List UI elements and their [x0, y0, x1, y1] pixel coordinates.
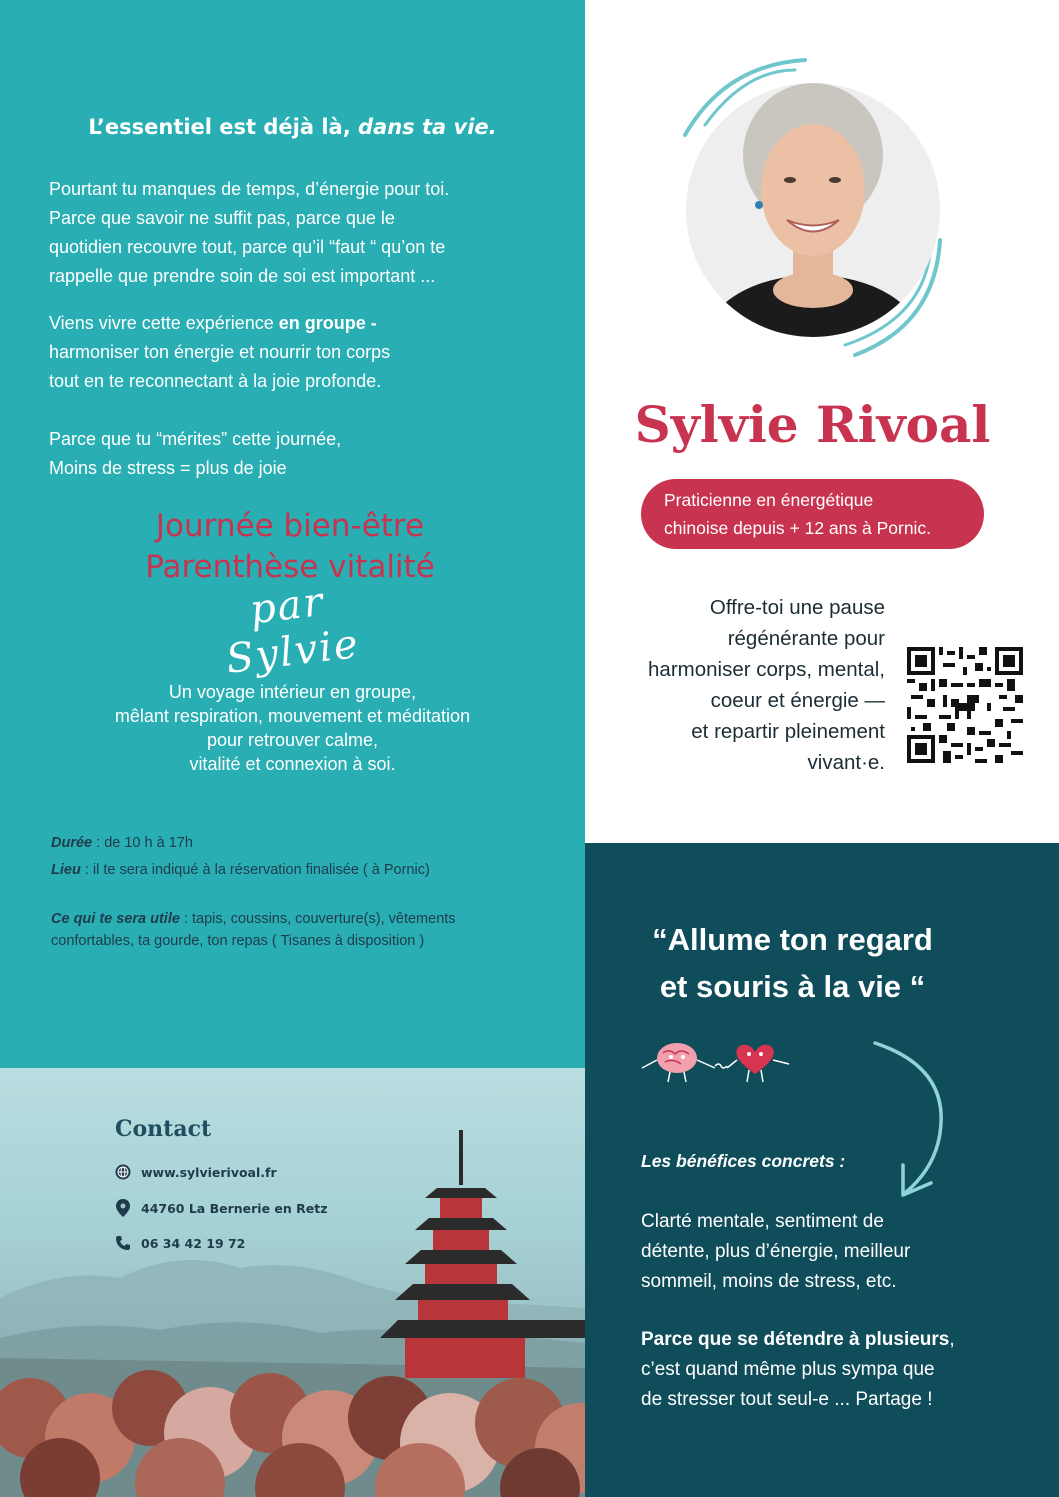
text-line: sommeil, moins de stress, etc.: [641, 1271, 897, 1292]
contact-title: Contact: [115, 1116, 212, 1142]
text-line: [51, 908, 551, 930]
text-line: vivant·e.: [807, 751, 885, 774]
info-place: [51, 859, 551, 881]
event-title-line-1: Journée bien-être: [155, 508, 425, 544]
info-value: : de 10 h à 17h: [92, 835, 193, 851]
globe-icon: [115, 1164, 131, 1180]
info-duration: [51, 832, 551, 854]
text-line: mêlant respiration, mouvement et méditation: [114, 706, 471, 726]
text-span: Viens vivre cette expérience: [49, 313, 279, 333]
intro-headline: [0, 115, 585, 139]
text-line: rappelle que prendre soin de soi est important ...: [49, 266, 436, 286]
text-line: Parce que savoir ne suffit pas, parce que le: [49, 208, 395, 228]
text-line: pour retrouver calme,: [206, 730, 379, 750]
text-line: confortables, ta gourde, ton repas ( Tisanes à disposition ): [51, 933, 425, 949]
text-line: vitalité et connexion à soi.: [189, 754, 396, 774]
text-line: Parce que tu “mérites” cette journée,: [49, 429, 342, 449]
event-description: [40, 680, 545, 776]
quote: [585, 916, 1000, 1010]
contact-address: [115, 1200, 328, 1216]
info-value: : tapis, coussins, couverture(s), vêtements: [179, 911, 456, 927]
text-line: Clarté mentale, sentiment de: [641, 1211, 884, 1232]
intro-paragraph-1: [49, 175, 549, 291]
benefits-title: Les bénéfices concrets :: [641, 1151, 846, 1171]
website-link[interactable]: www.sylvierivoal.fr: [141, 1164, 277, 1180]
contact-phone[interactable]: [115, 1235, 245, 1251]
text-line: quotidien recouvre tout, parce qu’il “faut “ qu’on te: [49, 237, 446, 257]
intro-paragraph-2: [49, 309, 549, 396]
contact-photo-area: [0, 1068, 585, 1497]
contact-website[interactable]: [115, 1164, 277, 1180]
qr-code-icon[interactable]: [907, 647, 1023, 763]
info-needs: [51, 908, 551, 952]
text-line: Pourtant tu manques de temps, d’énergie pour toi.: [49, 179, 450, 199]
text-line: chinoise depuis + 12 ans à Pornic.: [664, 518, 932, 538]
quote-line: “Allume ton regard: [652, 922, 933, 957]
phone-number[interactable]: 06 34 42 19 72: [141, 1235, 246, 1251]
offer-text: [590, 592, 885, 778]
event-script-signature: par Sylvie: [223, 578, 363, 683]
text-line: coeur et énergie —: [710, 689, 885, 712]
text-bold: en groupe -: [278, 313, 377, 333]
intro-panel: [0, 0, 585, 1068]
text-line: c’est quand même plus sympa que: [641, 1359, 935, 1380]
benefits-text: [641, 1207, 1021, 1297]
text-span: ,: [949, 1329, 955, 1350]
text-line: et repartir pleinement: [691, 720, 885, 743]
text-line: détente, plus d’énergie, meilleur: [641, 1241, 911, 1262]
profile-name: Sylvie Rivoal: [634, 395, 991, 454]
pagoda-landscape-image: [0, 1068, 585, 1497]
intro-paragraph-3: [49, 425, 549, 483]
text-line: tout en te reconnectant à la joie profonde.: [49, 371, 382, 391]
info-label: Durée: [51, 835, 93, 851]
text-line: [641, 1325, 1041, 1355]
text-line: Praticienne en énergétique: [664, 490, 874, 510]
info-label: Ce qui te sera utile: [51, 911, 180, 927]
text-line: [49, 309, 549, 338]
text-bold: Parce que se détendre à plusieurs: [641, 1329, 950, 1350]
brain-heart-doodle-icon: [637, 1038, 807, 1088]
headline-text: L’essentiel est déjà là,: [88, 115, 351, 139]
text-line: harmoniser corps, mental,: [648, 658, 885, 681]
phone-icon: [115, 1235, 131, 1251]
text-line: Un voyage intérieur en groupe,: [168, 682, 417, 702]
text-line: régénérante pour: [727, 627, 885, 650]
event-title-line-2: Parenthèse vitalité: [145, 549, 435, 585]
role-badge: [641, 479, 984, 549]
quote-line: et souris à la vie “: [659, 969, 926, 1004]
info-label: Lieu: [51, 862, 81, 878]
portrait: [675, 55, 955, 365]
text-line: Offre-toi une pause: [709, 596, 885, 619]
curved-arrow-icon: [865, 1033, 965, 1208]
headline-italic: dans ta vie.: [358, 115, 497, 139]
text-line: de stresser tout seul-e ... Partage !: [641, 1389, 933, 1410]
address-text: 44760 La Bernerie en Retz: [141, 1200, 328, 1216]
text-line: Moins de stress = plus de joie: [49, 458, 287, 478]
benefits-panel: [585, 843, 1059, 1497]
text-line: harmoniser ton énergie et nourrir ton corps: [49, 342, 391, 362]
share-text: [641, 1325, 1041, 1415]
location-pin-icon: [115, 1200, 131, 1216]
info-value: : il te sera indiqué à la réservation finalisée ( à Pornic): [80, 862, 430, 878]
